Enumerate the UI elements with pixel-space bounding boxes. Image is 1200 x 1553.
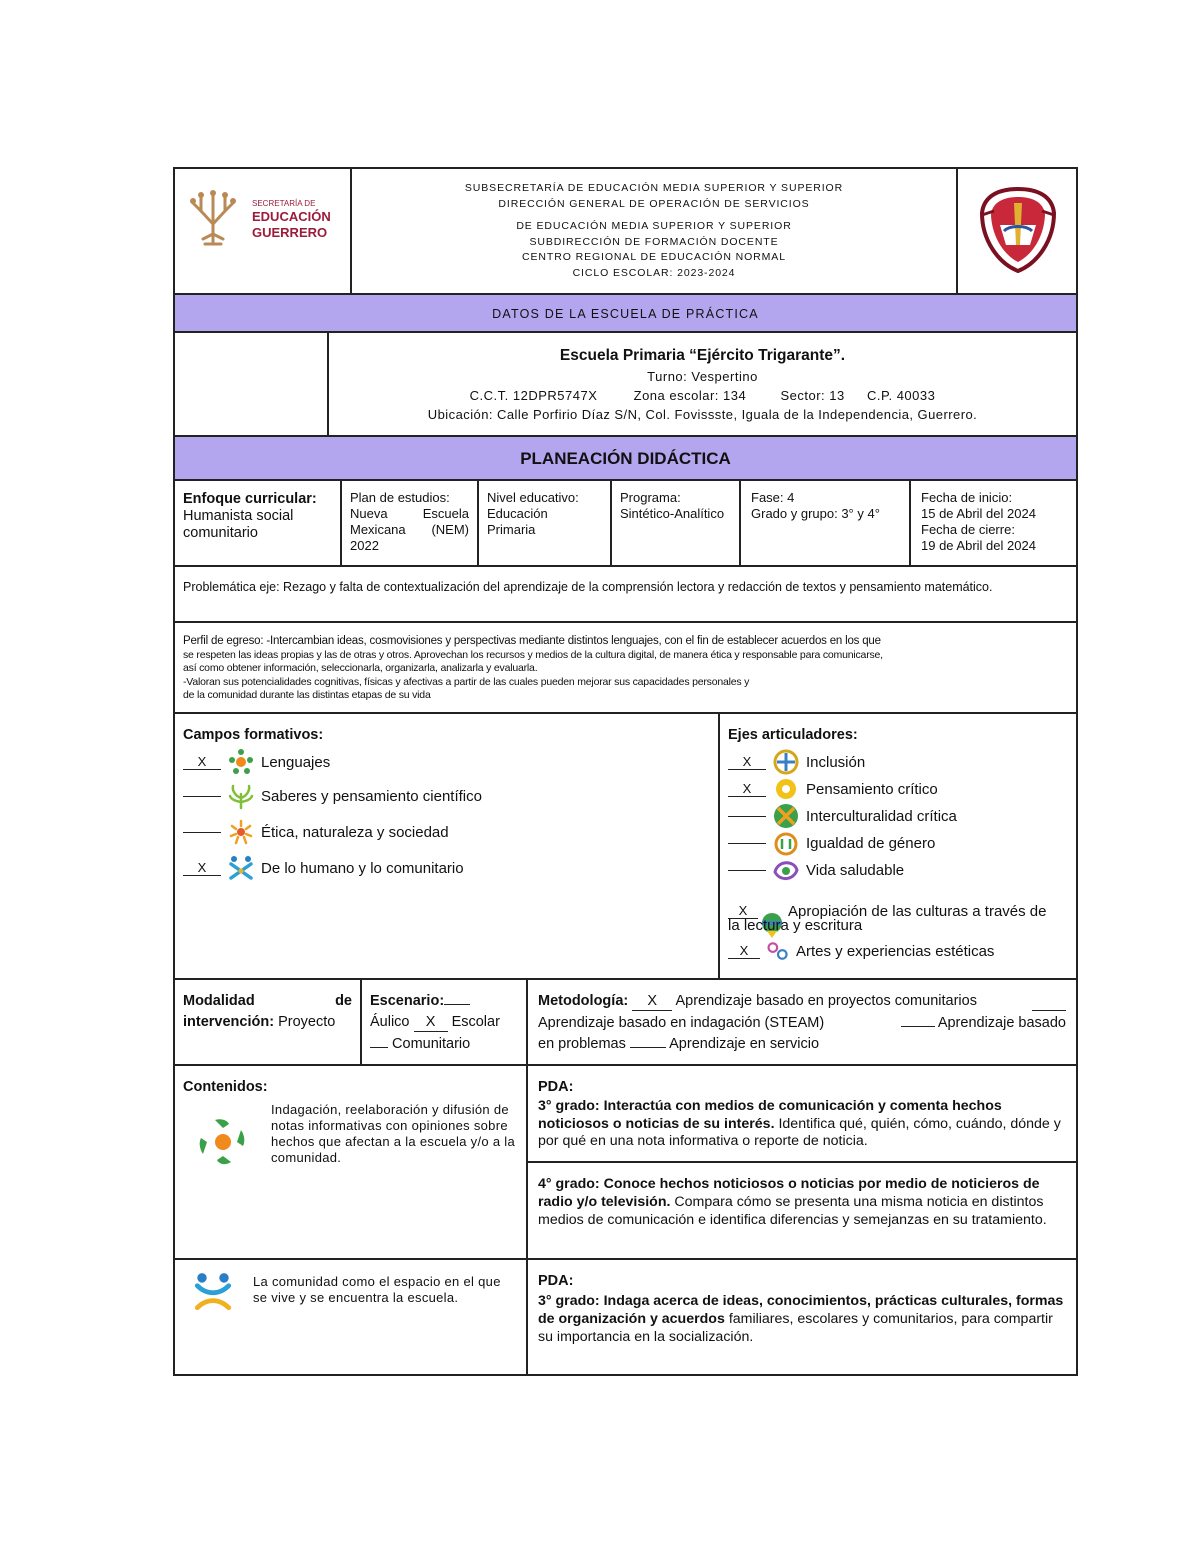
logo-line3: GUERRERO	[252, 225, 328, 240]
escenario-line2	[370, 1013, 518, 1032]
school-banner	[175, 295, 1076, 333]
eje-label: Pensamiento crítico	[806, 780, 938, 798]
pda1-bold: Interactúa con medios de comunicación y comenta hechos noticiosos o noticias de su interés.	[538, 1098, 1002, 1132]
etica-icon	[227, 818, 255, 846]
school-name: Escuela Primaria “Ejército Trigarante”.	[559, 347, 846, 364]
campo-mark	[183, 796, 221, 797]
eje-label: Artes y experiencias estéticas	[796, 942, 995, 960]
saberes-icon	[227, 782, 255, 810]
grado-value: Grado y grupo: 3° y 4°	[751, 506, 880, 521]
programa-cell	[612, 481, 741, 565]
header-text-cell	[352, 169, 958, 293]
campos-ejes-row	[175, 714, 1076, 980]
school-cp: C.P. 40033	[866, 388, 936, 403]
igualdad-icon	[772, 829, 800, 857]
sep-logo-cell	[175, 169, 352, 293]
pensamiento-icon	[772, 775, 800, 803]
perfil-line: así como obtener información, seleccionarla, organizarla, analizarla y evaluarla.	[183, 662, 538, 674]
intervencion-label: intervención:	[183, 1014, 275, 1030]
escenario-aulico: Áulico	[370, 1014, 410, 1030]
eje-mark: X	[728, 943, 760, 959]
eje-continuation: la lectura y escritura	[728, 917, 863, 934]
pda1-block	[528, 1066, 1076, 1163]
comunidad-cell	[175, 1260, 528, 1374]
enfoque-value: Humanista social comunitario	[183, 508, 294, 541]
pda1-text	[538, 1098, 1066, 1151]
header-row	[175, 169, 1076, 295]
pda2-grade: 4° grado:	[538, 1176, 600, 1192]
header-line: SUBSECRETARÍA DE EDUCACIÓN MEDIA SUPERIOR Y SUPERIOR	[464, 182, 844, 194]
fechas-cell	[911, 481, 1076, 565]
modalidad-line1	[183, 992, 352, 1010]
pda2-rest: Compara cómo se presenta una misma noticia en distintos medios de comunicación e identifica diferencias y semejanzas en su tratamiento.	[538, 1194, 1047, 1228]
fase-cell	[741, 481, 911, 565]
metodologia-opt3b: en problemas	[538, 1036, 626, 1052]
campo-label: Ética, naturaleza y sociedad	[261, 823, 449, 841]
programa-value: Sintético-Analítico	[620, 506, 725, 521]
eje-mark	[728, 816, 766, 817]
eje-label: Apropiación de las culturas a través de	[788, 902, 1047, 920]
perfil-line: se respeten las ideas propias y las de otras y otros. Aprovechan los recursos y medios de la cultura digital, de manera ética y responsable para comunicarse,	[183, 648, 883, 661]
campo-label: Saberes y pensamiento científico	[261, 787, 482, 805]
pda3-text	[538, 1292, 1066, 1346]
campos-title: Campos formativos:	[183, 727, 324, 743]
programa-label: Programa:	[620, 490, 681, 505]
logo-line2: EDUCACIÓN	[252, 209, 331, 224]
metodologia-line2	[538, 1014, 1066, 1032]
contenido-lenguajes-icon	[197, 1116, 249, 1168]
campos-cell	[175, 714, 720, 978]
header-line: CENTRO REGIONAL DE EDUCACIÓN NORMAL	[522, 251, 786, 263]
interculturalidad-icon	[772, 802, 800, 830]
header-line: DE EDUCACIÓN MEDIA SUPERIOR Y SUPERIOR	[516, 220, 792, 232]
escenario-escolar-mark: X	[414, 1013, 448, 1032]
pda3-label: PDA:	[538, 1273, 574, 1289]
pda3-cell	[528, 1260, 1076, 1374]
logo-line1: SECRETARÍA DE	[252, 199, 316, 208]
pda3-rest: familiares, escolares y comunitarios, para compartir su importancia en la socialización.	[538, 1311, 1053, 1345]
nivel-value: Educación Primaria	[487, 506, 548, 537]
modalidad-cell	[175, 980, 362, 1064]
vida-icon	[772, 856, 800, 884]
metodologia-opt4: Aprendizaje en servicio	[669, 1036, 820, 1052]
planning-sheet	[173, 167, 1078, 1376]
modalidad-label: Modalidad	[183, 993, 255, 1009]
school-turno: Turno: Vespertino	[647, 369, 758, 384]
eje-mark: X	[728, 903, 758, 919]
enfoque-cell	[175, 481, 342, 565]
enfoque-label: Enfoque curricular:	[183, 491, 317, 507]
campo-mark: X	[183, 754, 221, 770]
metodologia-label: Metodología:	[538, 993, 629, 1009]
perfil-row	[175, 623, 1076, 714]
contenidos-cell	[175, 1066, 528, 1258]
plan-cell	[342, 481, 479, 565]
modalidad-de: de	[335, 993, 352, 1009]
contenidos-label: Contenidos:	[183, 1079, 268, 1095]
humano-icon	[227, 854, 255, 882]
metodologia-line1	[538, 992, 1066, 1011]
escenario-line1	[370, 992, 518, 1010]
metodologia-opt2: Aprendizaje basado en indagación (STEAM)	[538, 1015, 825, 1031]
school-data-row	[175, 333, 1076, 437]
metodologia-cell	[528, 980, 1076, 1064]
metodologia-line3	[538, 1035, 1066, 1053]
modalidad-line2	[183, 1013, 352, 1031]
artes-icon	[766, 937, 790, 965]
school-crest-icon	[978, 185, 1058, 275]
lenguajes-icon	[227, 748, 255, 776]
header-line: CICLO ESCOLAR: 2023-2024	[572, 266, 736, 279]
plan-label: Plan de estudios:	[350, 490, 450, 505]
nivel-cell	[479, 481, 612, 565]
school-banner-text: DATOS DE LA ESCUELA DE PRÁCTICA	[492, 307, 759, 321]
school-sector: Sector: 13	[780, 388, 845, 403]
fase-value: Fase: 4	[751, 490, 795, 505]
perfil-line: Perfil de egreso: -Intercambian ideas, cosmovisiones y perspectivas mediante distintos lenguajes, con el fin de establecer acuerdos en los que	[183, 635, 881, 647]
info-row	[175, 481, 1076, 567]
pda1-grade: 3° grado:	[538, 1098, 600, 1114]
campo-item-humano	[183, 854, 464, 882]
eje-label: Inclusión	[806, 753, 866, 771]
crest-cell	[958, 169, 1076, 293]
modalidad-value: Proyecto	[278, 1014, 336, 1030]
metodologia-mark: X	[632, 992, 672, 1011]
escenario-comunitario: Comunitario	[392, 1036, 471, 1052]
campo-item-saberes	[183, 782, 482, 810]
escenario-escolar: Escolar	[451, 1014, 500, 1030]
pda1-label: PDA:	[538, 1079, 574, 1095]
metodologia-opt3a: Aprendizaje basado	[937, 1015, 1066, 1031]
plan-banner-text: PLANEACIÓN DIDÁCTICA	[520, 449, 731, 468]
eje-item-vida	[728, 856, 904, 884]
header-line: SUBDIRECCIÓN DE FORMACIÓN DOCENTE	[529, 235, 779, 248]
eje-mark: X	[728, 754, 766, 770]
inicio-label: Fecha de inicio:	[921, 490, 1013, 505]
eje-mark: X	[728, 781, 766, 797]
inclusion-icon	[772, 748, 800, 776]
sep-tree-icon	[183, 189, 243, 249]
nivel-label: Nivel educativo:	[487, 490, 579, 505]
contenidos-text2: La comunidad como el espacio en el que se vive y se encuentra la escuela.	[253, 1274, 501, 1305]
school-cct: C.C.T. 12DPR5747X	[469, 388, 598, 403]
eje-label: Igualdad de género	[806, 834, 936, 852]
campo-mark: X	[183, 860, 221, 876]
problematica-text: Problemática eje: Rezago y falta de contextualización del aprendizaje de la comprensión lectora y redacción de textos y pensamiento matemático.	[183, 580, 993, 594]
pda2-block	[528, 1163, 1076, 1241]
pda2-bold: Conoce hechos noticiosos o noticias por medio de noticieros de radio y/o televisión.	[538, 1176, 1040, 1210]
campo-mark	[183, 832, 221, 833]
eje-item-interculturalidad	[728, 802, 957, 830]
cierre-label: Fecha de cierre:	[921, 522, 1015, 537]
school-ubicacion: Ubicación: Calle Porfirio Díaz S/N, Col. Fovissste, Iguala de la Independencia, Guerrero.	[427, 407, 978, 422]
escenario-label: Escenario:	[370, 993, 445, 1009]
eje-mark	[728, 870, 766, 871]
ejes-title: Ejes articuladores:	[728, 727, 858, 743]
pda2-text	[538, 1175, 1066, 1229]
plan-value: Nueva Escuela Mexicana (NEM) 2022	[350, 506, 469, 553]
metodologia-opt1: Aprendizaje basado en proyectos comunitarios	[675, 993, 977, 1009]
pda3-grade: 3° grado:	[538, 1293, 600, 1309]
eje-label: Vida saludable	[806, 861, 905, 879]
pda3-bold: Indaga acerca de ideas, conocimientos, prácticas culturales, formas de organización y acuerdos	[538, 1293, 1064, 1327]
perfil-line: -Valoran sus potencialidades cognitivas, físicas y afectivas a partir de las cuales pueden mejorar sus capacidades personales y	[183, 675, 750, 688]
plan-banner	[175, 437, 1076, 481]
eje-item-pensamiento	[728, 775, 938, 803]
perfil-block	[175, 623, 1076, 703]
eje-mark	[728, 843, 766, 844]
problematica-row	[175, 567, 1076, 623]
school-zona: Zona escolar: 134	[633, 388, 747, 403]
school-info-cell	[329, 333, 1076, 435]
eje-item-artes	[728, 937, 994, 965]
contenidos-text1: Indagación, reelaboración y difusión de notas informativas con opiniones sobre hechos que afectan a la escuela y/o a la comunidad.	[271, 1102, 515, 1165]
school-codes	[329, 388, 1076, 404]
eje-item-inclusion	[728, 748, 865, 776]
header-line: DIRECCIÓN GENERAL DE OPERACIÓN DE SERVICIOS	[498, 197, 810, 210]
campo-label: De lo humano y lo comunitario	[261, 859, 464, 877]
school-empty-cell	[175, 333, 329, 435]
inicio-value: 15 de Abril del 2024	[921, 506, 1036, 521]
campo-item-etica	[183, 818, 449, 846]
pda1-rest: Identifica qué, quién, cómo, cuándo, dónde y por qué en una nota informativa o reporte de noticia.	[538, 1115, 1061, 1149]
comunidad-row	[175, 1260, 1076, 1374]
perfil-line: de la comunidad durante las distintas etapas de su vida	[183, 689, 431, 701]
escenario-cell	[362, 980, 528, 1064]
contenidos-row	[175, 1066, 1076, 1260]
campo-item-lenguajes	[183, 748, 330, 776]
comunidad-humano-icon	[191, 1270, 235, 1314]
eje-label: Interculturalidad crítica	[806, 807, 957, 825]
escenario-line3	[370, 1035, 518, 1053]
ejes-cell	[720, 714, 1076, 978]
cierre-value: 19 de Abril del 2024	[921, 538, 1036, 553]
pda-cell	[528, 1066, 1076, 1258]
eje-item-igualdad	[728, 829, 935, 857]
campo-label: Lenguajes	[261, 753, 331, 771]
modalidad-row	[175, 980, 1076, 1066]
